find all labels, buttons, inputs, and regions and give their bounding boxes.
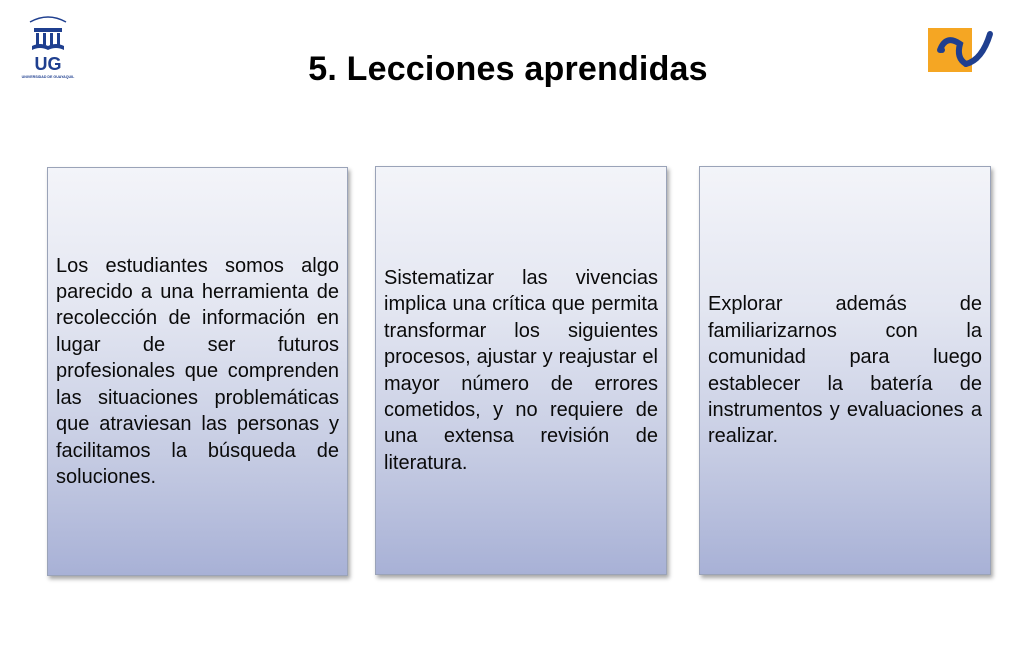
lesson-card-1: [47, 167, 348, 576]
slide-title: 5. Lecciones aprendidas: [308, 50, 708, 88]
logo-ug-text: UG: [34, 54, 62, 74]
lesson-card-2: [375, 166, 667, 575]
lesson-card-3: [699, 166, 991, 575]
lesson-card-text: Explorar además de familiarizarnos con la comunidad para luego establecer la batería de instrumentos y evaluaciones a realizar.: [708, 293, 982, 448]
logo-ug-caption: UNIVERSIDAD DE GUAYAQUIL: [21, 75, 75, 79]
lesson-card-text: Sistematizar las vivencias implica una crítica que permita transformar los siguientes procesos, ajustar y reajustar el mayor número de errores cometidos, y no requiere de una extensa revisión de literatura.: [384, 266, 658, 474]
lesson-card-text: Los estudiantes somos algo parecido a una herramienta de recolección de información en lugar de ser futuros profesionales que comprenden las situaciones problemáticas que atraviesan las personas y facilitamos la búsqueda de soluciones.: [56, 254, 339, 488]
